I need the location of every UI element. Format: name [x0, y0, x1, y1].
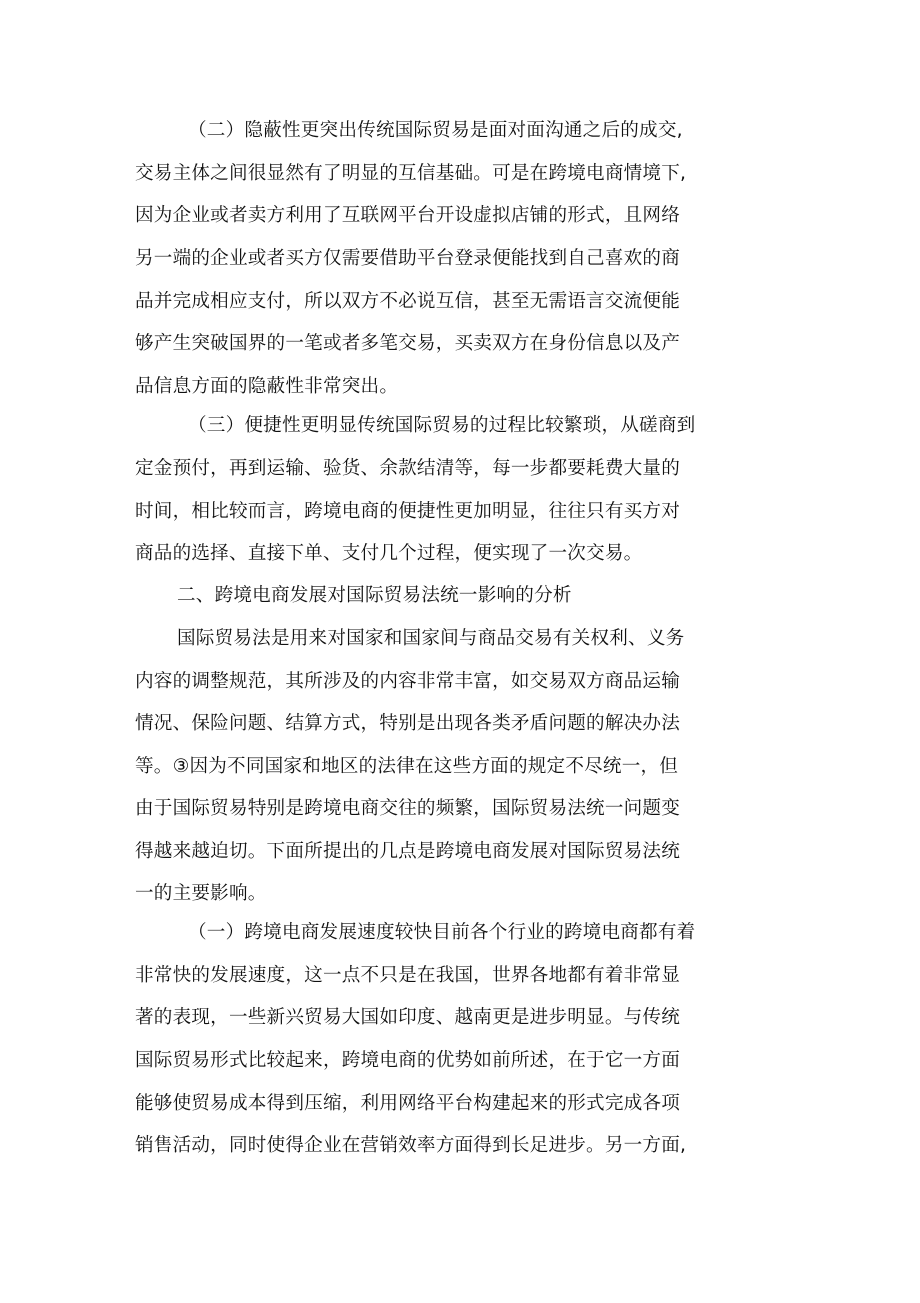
paragraph-2-line-1: （三）便捷性更明显传统国际贸易的过程比较繁琐，从磋商到: [188, 415, 696, 436]
paragraph-2-line-3: 时间，相比较而言，跨境电商的便捷性更加明显，往往只有买方对: [135, 501, 681, 522]
paragraph-2-line-4: 商品的选择、直接下单、支付几个过程，便实现了一次交易。: [135, 543, 643, 564]
section-heading: 二、跨境电商发展对国际贸易法统一影响的分析: [177, 585, 572, 606]
paragraph-1-line-6: 够产生突破国界的一笔或者多笔交易，买卖双方在身份信息以及产: [135, 333, 681, 354]
paragraph-1-line-1: （二）隐蔽性更突出传统国际贸易是面对面沟通之后的成交,: [188, 120, 683, 141]
paragraph-4-line-1: （一）跨境电商发展速度较快目前各个行业的跨境电商都有着: [188, 922, 696, 943]
paragraph-3-line-7: 一的主要影响。: [135, 883, 267, 904]
paragraph-4-line-4: 国际贸易形式比较起来，跨境电商的优势如前所述，在于它一方面: [135, 1050, 681, 1071]
paragraph-4-line-2: 非常快的发展速度，这一点不只是在我国，世界各地都有着非常显: [135, 965, 681, 986]
paragraph-3-line-3: 情况、保险问题、结算方式，特别是出现各类矛盾问题的解决办法: [135, 713, 681, 734]
paragraph-1-line-2: 交易主体之间很显然有了明显的互信基础。可是在跨境电商情境下,: [135, 163, 687, 184]
paragraph-1-line-7: 品信息方面的隐蔽性非常突出。: [135, 376, 399, 397]
paragraph-4-line-5: 能够使贸易成本得到压缩，利用网络平台构建起来的形式完成各项: [135, 1093, 681, 1114]
paragraph-3-line-2: 内容的调整规范，其所涉及的内容非常丰富，如交易双方商品运输: [135, 671, 681, 692]
paragraph-3-line-5: 由于国际贸易特别是跨境电商交往的频繁，国际贸易法统一问题变: [135, 798, 681, 819]
paragraph-2-line-2: 定金预付，再到运输、验货、余款结清等，每一步都要耗费大量的: [135, 458, 681, 479]
paragraph-1-line-3: 因为企业或者卖方利用了互联网平台开设虚拟店铺的形式，且网络: [135, 205, 681, 226]
paragraph-4-line-3: 著的表现，一些新兴贸易大国如印度、越南更是进步明显。与传统: [135, 1007, 681, 1028]
paragraph-1-line-4: 另一端的企业或者买方仅需要借助平台登录便能找到自己喜欢的商: [135, 248, 681, 269]
paragraph-3-line-1: 国际贸易法是用来对国家和国家间与商品交易有关权利、义务: [177, 628, 685, 649]
paragraph-1-line-5: 品并完成相应支付，所以双方不必说互信，甚至无需语言交流便能: [135, 291, 681, 312]
paragraph-3-line-6: 得越来越迫切。下面所提出的几点是跨境电商发展对国际贸易法统: [135, 841, 681, 862]
paragraph-3-line-4: 等。③因为不同国家和地区的法律在这些方面的规定不尽统一，但: [135, 756, 679, 777]
paragraph-4-line-6: 销售活动，同时使得企业在营销效率方面得到长足进步。另一方面,: [135, 1135, 687, 1156]
